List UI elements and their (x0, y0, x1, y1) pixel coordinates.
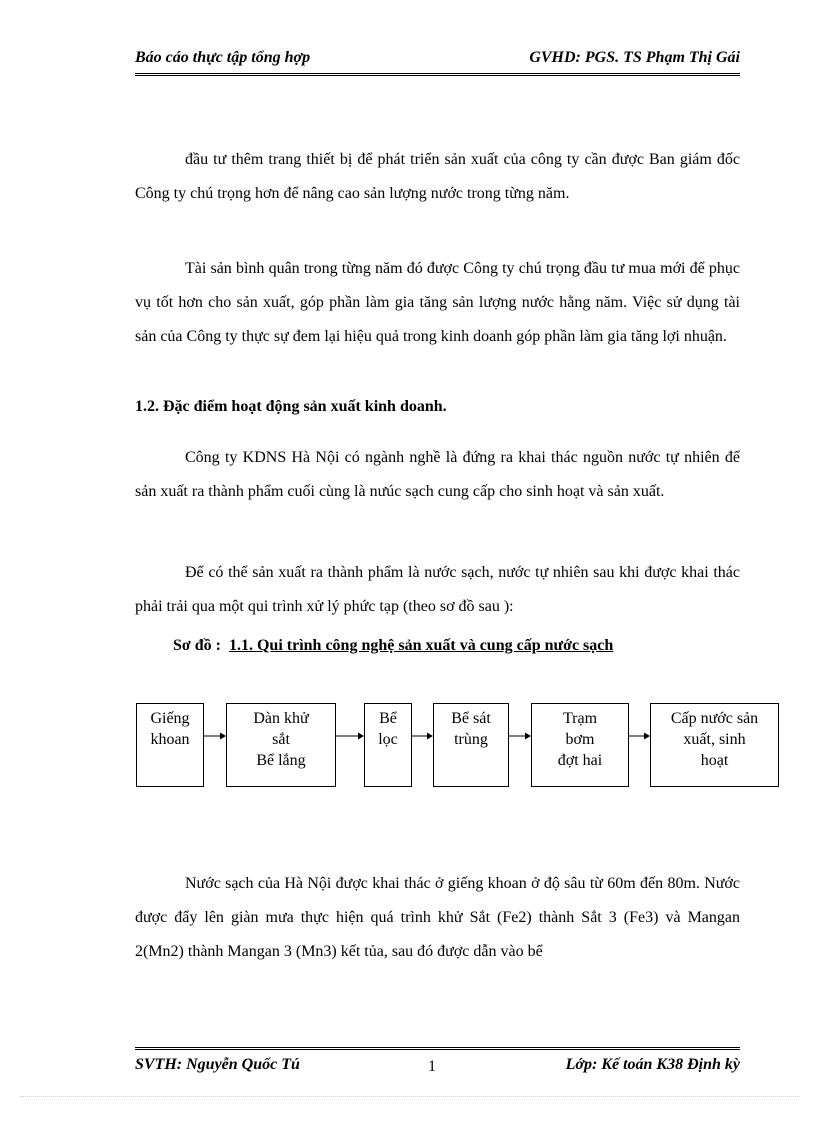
flow-arrow-icon (204, 731, 226, 741)
header-supervisor: GVHD: PGS. TS Phạm Thị Gái (529, 49, 740, 66)
paragraph-process-intro: Để có thể sản xuất ra thành phẩm là nước sạch, nước tự nhiên sau khi được khai thác phải trải qua một qui trình xử lý phức tạp (theo sơ đồ sau ): (135, 564, 740, 615)
paragraph-water-treatment: Nước sạch của Hà Nội được khai thác ở giếng khoan ở độ sâu từ 60m đến 80m. Nước được đẩy lên giàn mưa thực hiện quá trình khử Sắt (Fe2) thành Sắt 3 (Fe3) và Mangan 2(Mn2) thành Mangan 3 (Mn3) kết tủa, sau đó được dẫn vào bể (135, 875, 740, 960)
paragraph-assets: Tài sản bình quân trong từng năm đó được Công ty chú trọng đầu tư mua mới để phục vụ tốt hơn cho sản xuất, góp phần làm gia tăng sản lượng nước hằng năm. Việc sử dụng tài sản của Công ty thực sự đem lại hiệu quả trong kinh doanh góp phần làm gia tăng lợi nhuận. (135, 260, 740, 345)
figure-title: 1.1. Qui trình công nghệ sản xuất và cung cấp nước sạch (228, 637, 614, 654)
footer-student: SVTH: Nguyễn Quốc Tú (135, 1056, 300, 1073)
flow-box-line: hoạt (700, 752, 729, 769)
flow-box-iron-removal (226, 703, 336, 787)
flow-box-line: lọc (378, 731, 398, 748)
header-report-title: Báo cáo thực tập tổng hợp (135, 49, 311, 66)
flow-box-line: Bể lắng (256, 752, 306, 769)
footer-class: Lớp: Kế toán K38 Định kỳ (565, 1056, 740, 1073)
page-edge-divider (20, 1096, 800, 1097)
flow-arrow-icon (629, 731, 650, 741)
page-header (135, 47, 740, 76)
flow-box-line: xuất, sinh (683, 731, 746, 748)
flow-box-line: Trạm (562, 710, 598, 727)
paragraph-investment: đầu tư thêm trang thiết bị để phát triển sản xuất của công ty cần được Ban giám đốc Công ty chú trọng hơn để nâng cao sản lượng nước trong từng năm. (135, 151, 740, 202)
flow-box-line: Bể sát (451, 710, 491, 727)
flow-box-line: trùng (454, 731, 488, 748)
flow-box-supply (650, 703, 779, 787)
figure-label: Sơ đồ : (173, 637, 221, 654)
flow-arrow-icon (336, 731, 364, 741)
flow-box-disinfection (433, 703, 509, 787)
flow-box-filter (364, 703, 412, 787)
flow-box-line: Bể (379, 710, 397, 727)
flow-box-wells (136, 703, 204, 787)
flow-arrow-icon (509, 731, 531, 741)
section-title: 1.2. Đặc điểm hoạt động sản xuất kinh doanh. (135, 398, 447, 415)
flow-box-line: sắt (272, 731, 290, 748)
paragraph-company-business: Công ty KDNS Hà Nội có ngành nghề là đứng ra khai thác nguồn nước tự nhiên để sản xuất ra thành phẩm cuối cùng là nưúc sạch cung cấp cho sinh hoạt và sản xuất. (135, 449, 740, 500)
flow-box-line: Giếng (150, 710, 190, 727)
flow-box-pump-station (531, 703, 629, 787)
page-number: 1 (428, 1058, 436, 1075)
flow-box-line: bơm (565, 731, 595, 748)
flow-box-line: Cấp nước sản (670, 710, 759, 727)
flow-box-line: Dàn khử (253, 710, 309, 727)
footer-rule (135, 1047, 740, 1050)
figure-caption (173, 637, 613, 655)
flow-box-line: khoan (150, 731, 190, 748)
flow-arrow-icon (412, 731, 433, 741)
flow-box-line: đợt hai (557, 752, 603, 769)
